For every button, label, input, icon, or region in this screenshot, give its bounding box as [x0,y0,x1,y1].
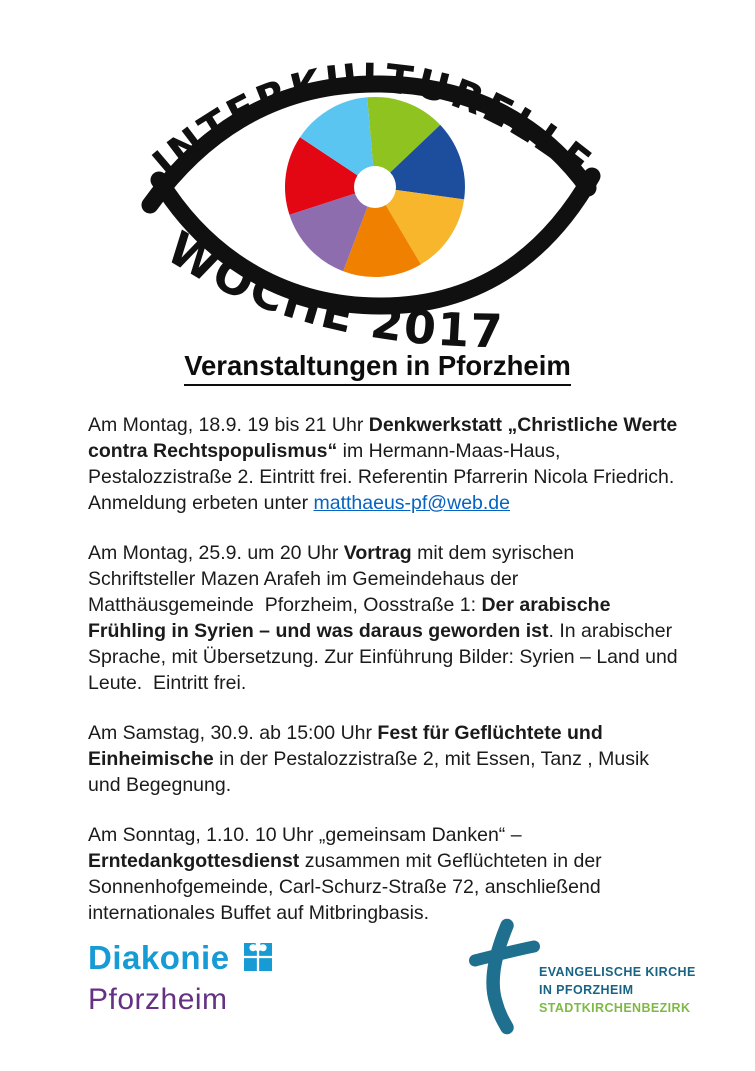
church-line-2: IN PFORZHEIM [539,983,634,997]
church-line-1: EVANGELISCHE KIRCHE [539,965,696,979]
logo-arc-title: INTERKULTURELLE [144,55,602,188]
logo-subtitle: WOCHE 2017 [157,220,506,359]
event-2-title: Vortrag [343,542,412,564]
event-4-details: zusammen mit Geflüchteten in der Sonnenhofgemeinde, Carl-Schurz-Straße 72, anschließend internationales Buffet auf Mitbringbasis. [88,850,608,924]
diakonie-city: Pforzheim [88,983,228,1016]
color-wheel-iris [285,97,465,277]
event-2-details: mit dem syrischen Schriftsteller Mazen Arafeh im Gemeindehaus der Matthäusgemeinde Pforzheim, Oosstraße 1: [88,542,580,616]
event-3-details: in der Pestalozzistraße 2, mit Essen, Tanz , Musik und Begegnung. [88,748,655,796]
event-2-topic: Der arabische Frühling in Syrien – und was daraus geworden ist [88,594,616,642]
event-1-intro: Am Montag, 18.9. 19 bis 21 Uhr [88,414,369,436]
pupil [354,166,396,208]
event-1-details: im Hermann-Maas-Haus, Pestalozzistraße 2. Eintritt frei. Referentin Pfarrerin Nicola Friedrich. Anmeldung erbeten unter [88,440,679,514]
brush-cross-icon [462,916,547,1034]
event-1-title: Denkwerkstatt „Christliche Werte contra Rechtspopulismus“ [88,414,683,462]
church-line-3: STADTKIRCHENBEZIRK [539,1001,691,1015]
diakonie-wordmark: Diakonie [88,939,230,976]
event-list [88,412,684,950]
event-4-title: Erntedankgottesdienst [88,850,300,872]
event-paragraph-3 [88,720,680,798]
event-2-intro: Am Montag, 25.9. um 20 Uhr [88,542,344,564]
interkulturelle-woche-logo [140,25,620,359]
event-2-more: . In arabischer Sprache, mit Übersetzung. Zur Einführung Bilder: Syrien – Land und Leute. Eintritt frei. [88,620,684,694]
event-3-title: Fest für Geflüchtete und Einheimische [88,722,609,770]
event-paragraph-2 [88,540,684,696]
evangelische-kirche-logo [462,916,696,1034]
page-title: Veranstaltungen in Pforzheim [0,350,755,382]
event-4-intro: Am Sonntag, 1.10. 10 Uhr „gemeinsam Danken“ – [88,824,527,846]
kronenkreuz-icon [244,943,272,971]
email-link[interactable]: matthaeus-pf@web.de [313,492,510,514]
event-paragraph-4 [88,822,680,926]
diakonie-logo [88,941,272,1015]
event-3-intro: Am Samstag, 30.9. ab 15:00 Uhr [88,722,378,744]
event-paragraph-1 [88,412,683,516]
